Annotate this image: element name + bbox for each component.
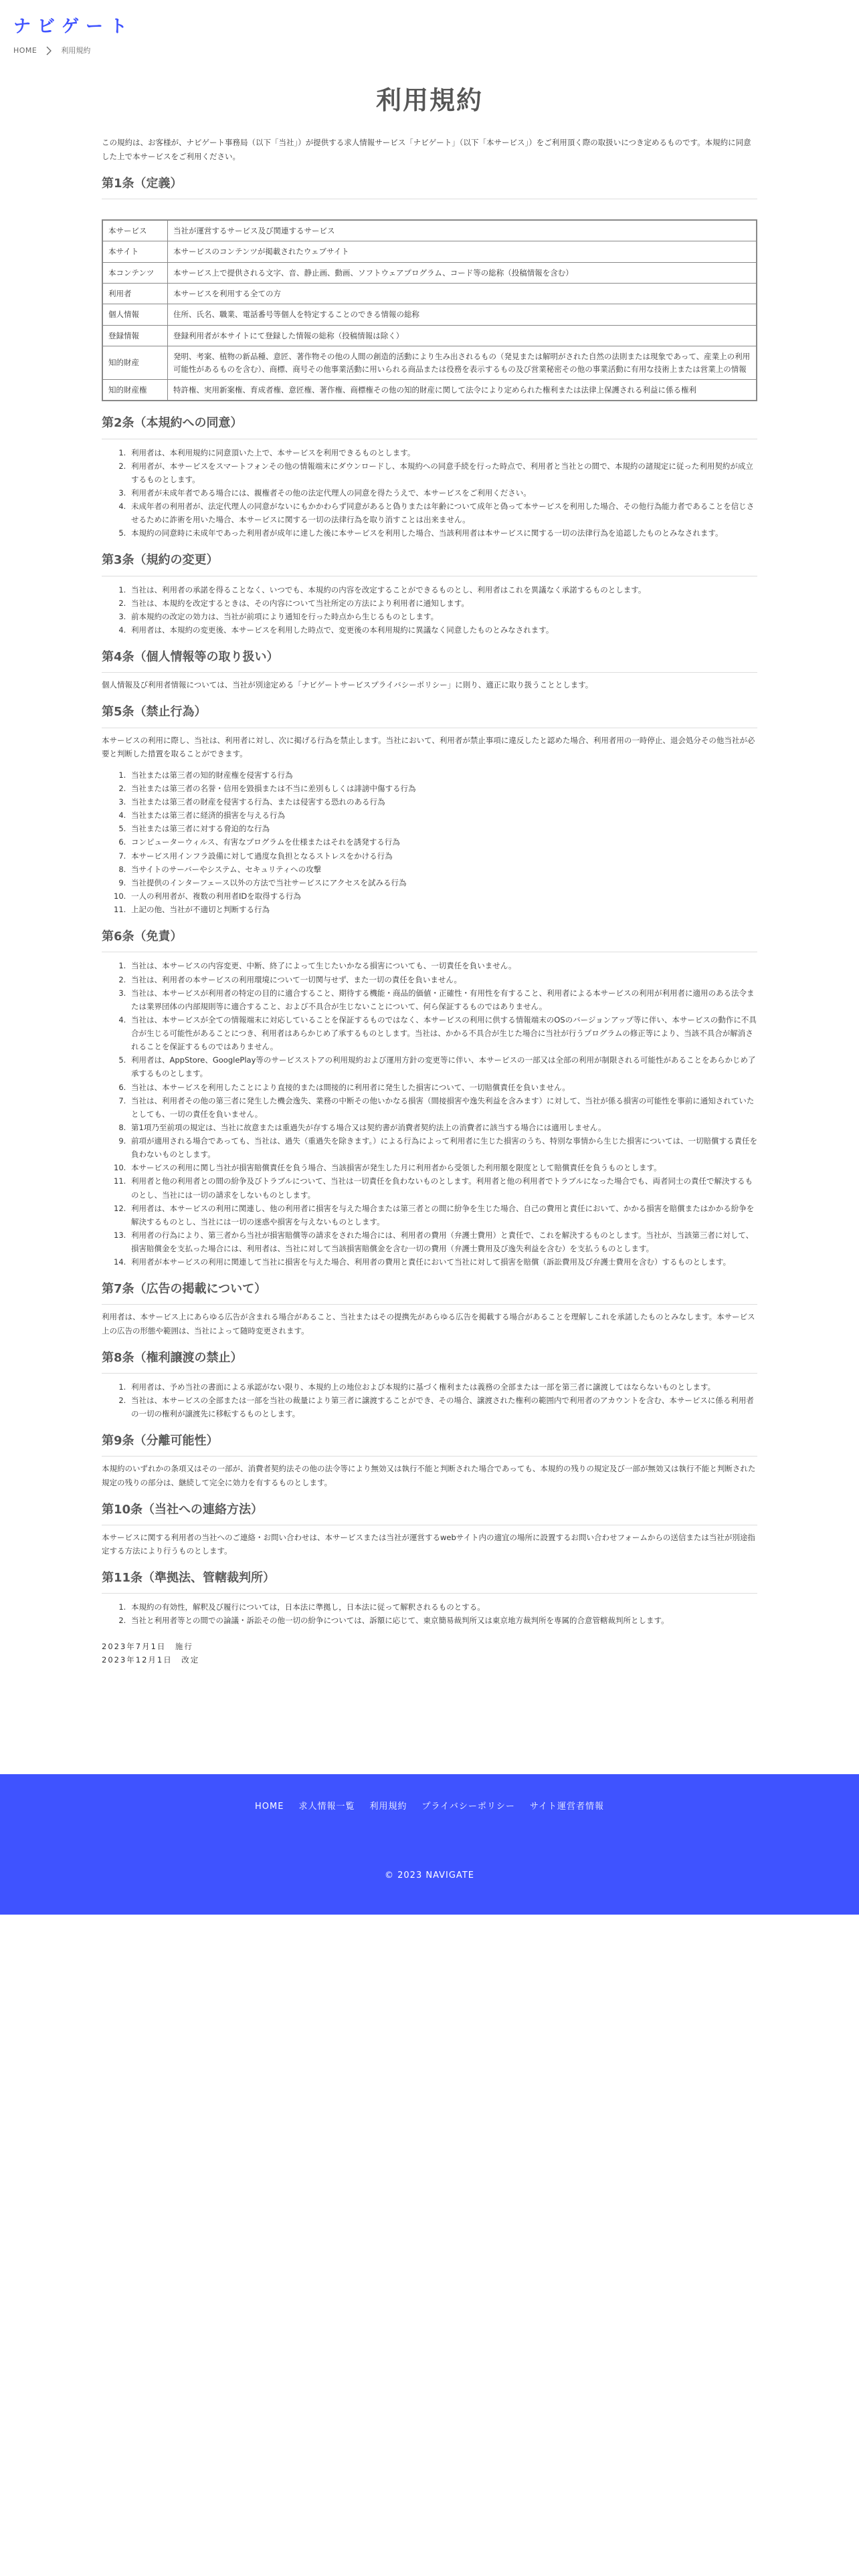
article-heading: 第6条（免責） — [102, 928, 757, 952]
definition-term: 個人情報 — [102, 304, 168, 325]
definition-text: 住所、氏名、職業、電話番号等個人を特定することのできる情報の総称 — [168, 304, 757, 325]
clause-item: 13. 利用者の行為により、第三者から当社が損害賠償等の請求をされた場合には、利用者の費用（弁護士費用）と責任で、これを解決するものとします。当社が、当該第三者に対して、損害賠償金を支払った場合には、利用者は、当社に対して当該損害賠償金を含む一切の費用（弁護士費用及び逸失利益を含む）を支払うものとします。 — [128, 1228, 757, 1255]
article-heading: 第9条（分離可能性） — [102, 1432, 757, 1457]
clause-item: 5. 当社または第三者に対する脅迫的な行為 — [128, 822, 757, 835]
footer-nav-link[interactable]: 求人情報一覧 — [298, 1802, 355, 1812]
definition-text: 発明、考案、植物の新品種、意匠、著作物その他の人間の創造的活動により生み出されるもの（発見または解明がされた自然の法則または現象であって、産業上の利用可能性があるものを含む）、商標、商号その他事業活動に用いられる商品または役務を表示するもの及び営業秘密その他の事業活動に有用な技術上または営業上の情報 — [168, 346, 757, 380]
clause-item: 9. 前項が適用される場合であっても、当社は、過失（重過失を除きます。）による行為によって利用者に生じた損害のうち、特別な事情から生じた損害については、一切賠償する責任を負わないものとします。 — [128, 1134, 757, 1161]
clause-item: 6. コンピューターウィルス、有害なプログラムを仕様またはそれを誘発する行為 — [128, 835, 757, 849]
clause-item: 3. 当社または第三者の財産を侵害する行為、または侵害する恐れのある行為 — [128, 795, 757, 809]
clause-item: 2. 利用者が、本サービスをスマートフォンその他の情報端末にダウンロードし、本規約への同意手続を行った時点で、利用者と当社との間で、本規約の諸規定に従った利用契約が成立するものとします。 — [128, 459, 757, 486]
definition-text: 当社が運営するサービス及び関連するサービス — [168, 220, 757, 241]
clause-item: 1. 本規約の有効性，解釈及び履行については，日本法に準拠し，日本法に従って解釈されるものとする。 — [128, 1600, 757, 1614]
clause-item: 8. 当サイトのサーバーやシステム、セキュリティへの攻撃 — [128, 863, 757, 876]
clause-list — [102, 959, 757, 1269]
clause-item: 2. 当社または第三者の名誉・信用を毀損または不当に差別もしくは誹謗中傷する行為 — [128, 782, 757, 795]
footer-nav-link[interactable]: 利用規約 — [369, 1802, 407, 1812]
clause-item: 4. 当社または第三者に経済的損害を与える行為 — [128, 809, 757, 822]
definition-term: 本サイト — [102, 241, 168, 262]
definition-text: 登録利用者が本サイトにて登録した情報の総称（投稿情報は除く） — [168, 325, 757, 346]
definition-text: 本サービスを利用する全ての方 — [168, 284, 757, 304]
article-section — [102, 1501, 757, 1558]
clause-item: 1. 当社は、利用者の承諾を得ることなく、いつでも、本規約の内容を改定することができるものとし、利用者はこれを異議なく承諾するものとします。 — [128, 583, 757, 597]
definition-row — [102, 241, 757, 262]
article-heading: 第7条（広告の掲載について） — [102, 1281, 757, 1305]
clause-item: 7. 当社は、利用者その他の第三者に発生した機会逸失、業務の中断その他いかなる損害（間接損害や逸失利益を含みます）に対して、当社が係る損害の可能性を事前に通知されていたとしても、一切の責任を負いません。 — [128, 1094, 757, 1121]
article-section — [102, 415, 757, 540]
article-section — [102, 928, 757, 1269]
article-body: 本規約のいずれかの条項又はその一部が、消費者契約法その他の法令等により無効又は執行不能と判断された場合であっても、本規約の残りの規定及び一部が無効又は執行不能と判断された規定の残りの部分は、継続して完全に効力を有するものとします。 — [102, 1464, 756, 1487]
clause-item: 1. 当社または第三者の知的財産権を侵害する行為 — [128, 768, 757, 782]
article-section — [102, 552, 757, 637]
article-body: 本サービスの利用に際し、当社は、利用者に対し、次に掲げる行為を禁止します。当社において、利用者が禁止事項に違反したと認めた場合、利用者用の一時停止、退会処分その他当社が必要と判断した措置を取ることができます。 — [102, 735, 755, 758]
breadcrumb — [13, 44, 846, 57]
definitions-table — [102, 219, 757, 402]
article-section — [102, 1432, 757, 1489]
footer-nav-link[interactable]: サイト運営者情報 — [529, 1802, 604, 1812]
clause-item: 2. 当社は、本サービスの全部または一部を当社の裁量により第三者に譲渡することができ、その場合、譲渡された権利の範囲内で利用者のアカウントを含む、本サービスに係る利用者の一切の権利が譲渡先に移転するものとします。 — [128, 1394, 757, 1420]
article-heading: 第10条（当社への連絡方法） — [102, 1501, 757, 1525]
article-section — [102, 1570, 757, 1627]
site-logo[interactable]: ナビゲート — [13, 17, 134, 37]
clause-item: 8. 第1項乃至前項の規定は、当社に故意または重過失が存する場合又は契約書が消費者契約法上の消費者に該当する場合には適用しません。 — [128, 1121, 757, 1134]
definition-term: 登録情報 — [102, 325, 168, 346]
clause-item: 11. 利用者と他の利用者との間の紛争及びトラブルについて、当社は一切責任を負わないものとします。利用者と他の利用者でトラブルになった場合でも、両者同士の責任で解決するものとし、当社には一切の請求をしないものとします。 — [128, 1174, 757, 1201]
clause-item: 2. 当社と利用者等との間での論議・訴訟その他一切の紛争については、訴額に応じて、東京簡易裁判所又は東京地方裁判所を専属的合意管轄裁判所とします。 — [128, 1614, 757, 1627]
footer-nav-link[interactable]: HOME — [255, 1802, 284, 1812]
article-body: 本サービスに関する利用者の当社へのご連絡・お問い合わせは、本サービスまたは当社が運営するwebサイト内の適宜の場所に設置するお問い合わせフォームからの送信または当社が別途指定する方法により行うものとします。 — [102, 1532, 755, 1556]
definition-text: 本サービスのコンテンツが掲載されたウェブサイト — [168, 241, 757, 262]
dates-block — [102, 1640, 757, 1667]
definition-term: 知的財産 — [102, 346, 168, 380]
article-heading: 第8条（権利譲渡の禁止） — [102, 1350, 757, 1374]
definition-row — [102, 346, 757, 380]
site-footer — [0, 1774, 859, 1915]
footer-nav-link[interactable]: プライバシーポリシー — [421, 1802, 515, 1812]
definition-row — [102, 220, 757, 241]
breadcrumb-current: 利用規約 — [61, 46, 91, 55]
clause-item: 5. 本規約の同意時に未成年であった利用者が成年に達した後に本サービスを利用した場合、当該利用者は本サービスに関する一切の法律行為を追認したものとみなされます。 — [128, 526, 757, 540]
article-heading: 第5条（禁止行為） — [102, 704, 757, 728]
page-title: 利用規約 — [375, 86, 483, 115]
article-section — [102, 649, 757, 691]
clause-item: 14. 利用者が本サービスの利用に関連して当社に損害を与えた場合、利用者の費用と責任において当社に対して損害を賠償（訴訟費用及び弁護士費用を含む）するものとします。 — [128, 1255, 757, 1269]
clause-item: 10. 本サービスの利用に関し当社が損害賠償責任を負う場合、当該損害が発生した月に利用者から受領した利用額を限度として賠償責任を負うものとします。 — [128, 1161, 757, 1174]
article-heading: 第11条（準拠法、管轄裁判所） — [102, 1570, 757, 1594]
clause-item: 4. 未成年者の利用者が、法定代理人の同意がないにもかかわらず同意があると偽りまたは年齢について成年と偽って本サービスを利用した場合、その他行為能力者であることを信じさせるために詐術を用いた場合、本サービスに関する一切の法律行為を取り消すことは出来ません。 — [128, 500, 757, 526]
definition-row — [102, 284, 757, 304]
clause-item: 3. 当社は、本サービスが利用者の特定の目的に適合すること、期待する機能・商品的価値・正確性・有用性を有すること、利用者による本サービスの利用が利用者に適用のある法令または業界団体の内部規則等に適合すること、および不具合が生じないことについて、何ら保証するものではありません。 — [128, 986, 757, 1013]
article-heading: 第4条（個人情報等の取り扱い） — [102, 649, 757, 673]
article-section — [102, 1281, 757, 1337]
articles-list — [102, 415, 757, 1627]
article-body: 個人情報及び利用者情報については、当社が別途定める「ナビゲートサービスプライバシーポリシー」に則り、適正に取り扱うこととします。 — [102, 680, 593, 690]
article-section — [102, 1350, 757, 1421]
definition-row — [102, 379, 757, 401]
article-heading: 第2条（本規約への同意） — [102, 415, 757, 439]
clause-item: 1. 利用者は、予め当社の書面による承認がない限り、本規約上の地位および本規約に基づく権利または義務の全部または一部を第三者に譲渡してはならないものとします。 — [128, 1380, 757, 1394]
clause-item: 1. 当社は、本サービスの内容変更、中断、終了によって生じたいかなる損害についても、一切責任を負いません。 — [128, 959, 757, 972]
chevron-right-icon — [46, 46, 52, 56]
clause-item: 7. 本サービス用インフラ設備に対して過度な負担となるストレスをかける行為 — [128, 849, 757, 863]
clause-list — [102, 1380, 757, 1420]
definition-row — [102, 304, 757, 325]
clause-item: 4. 利用者は、本規約の変更後、本サービスを利用した時点で、変更後の本利用規約に異議なく同意したものとみなされます。 — [128, 623, 757, 637]
clause-item: 5. 利用者は、AppStore、GooglePlay等のサービスストアの利用規約および運用方針の変更等に伴い、本サービスの一部又は全部の利用が制限される可能性があることをあらかじめ了承するものとします。 — [128, 1053, 757, 1080]
article-heading: 第1条（定義） — [102, 175, 757, 199]
intro-text: この規約は、お客様が、ナビゲート事務局（以下「当社」）が提供する求人情報サービス「ナビゲート」（以下「本サービス」）をご利用頂く際の取扱いにつき定めるものです。本規約に同意した上で本サービスをご利用ください。 — [102, 138, 751, 161]
definition-term: 本サービス — [102, 220, 168, 241]
clause-item: 10. 一人の利用者が、複数の利用者IDを取得する行為 — [128, 889, 757, 903]
definition-row — [102, 262, 757, 283]
clause-item: 9. 当社提供のインターフェース以外の方法で当社サービスにアクセスを試みる行為 — [128, 876, 757, 889]
clause-list — [102, 583, 757, 637]
article-section — [102, 704, 757, 916]
clause-item: 3. 前本規約の改定の効力は、当社が前項により通知を行った時点から生じるものとします。 — [128, 610, 757, 623]
definition-row — [102, 325, 757, 346]
enforcement-date: 2023年7月1日 施行 — [102, 1641, 193, 1651]
definition-term: 本コンテンツ — [102, 262, 168, 283]
clause-list — [102, 446, 757, 540]
definition-text: 特許権、実用新案権、育成者権、意匠権、著作権、商標権その他の知的財産に関して法令により定められた権利または法律上保護される利益に係る権利 — [168, 379, 757, 401]
breadcrumb-home-link[interactable]: HOME — [13, 46, 37, 55]
revision-date: 2023年12月1日 改定 — [102, 1655, 200, 1665]
clause-list — [102, 768, 757, 916]
clause-item: 2. 当社は、利用者の本サービスの利用環境について一切関与せず、また一切の責任を負いません。 — [128, 973, 757, 986]
clause-item: 12. 利用者は、本サービスの利用に関連し、他の利用者に損害を与えた場合または第三者との間に紛争を生じた場合、自己の費用と責任において、かかる損害を賠償またはかかる紛争を解決するものとし、当社には一切の迷惑や損害を与えないものとします。 — [128, 1202, 757, 1228]
clause-item: 2. 当社は、本規約を改定するときは、その内容について当社所定の方法により利用者に通知します。 — [128, 597, 757, 610]
definition-text: 本サービス上で提供される文字、音、静止画、動画、ソフトウェアプログラム、コード等の総称（投稿情報を含む） — [168, 262, 757, 283]
terms-content — [102, 136, 757, 1667]
clause-list — [102, 1600, 757, 1627]
clause-item: 3. 利用者が未成年者である場合には、親権者その他の法定代理人の同意を得たうえで、本サービスをご利用ください。 — [128, 486, 757, 500]
article-body: 利用者は、本サービス上にあらゆる広告が含まれる場合があること、当社またはその提携先があらゆる広告を掲載する場合があることを理解しこれを承諾したものとみなします。本サービス上の広告の形態や範囲は、当社によって随時変更されます。 — [102, 1312, 755, 1335]
clause-item: 1. 利用者は、本利用規約に同意頂いた上で、本サービスを利用できるものとします。 — [128, 446, 757, 459]
clause-item: 6. 当社は、本サービスを利用したことにより直接的または間接的に利用者に発生した損害について、一切賠償責任を負いません。 — [128, 1081, 757, 1094]
site-header — [0, 0, 859, 59]
definition-term: 利用者 — [102, 284, 168, 304]
footer-nav — [0, 1800, 859, 1815]
article-heading: 第3条（規約の変更） — [102, 552, 757, 576]
definition-term: 知的財産権 — [102, 379, 168, 401]
copyright: © 2023 NAVIGATE — [385, 1870, 474, 1881]
clause-item: 4. 当社は、本サービスが全ての情報端末に対応していることを保証するものではなく、本サービスの利用に供する情報端末のOSのバージョンアップ等に伴い、本サービスの動作に不具合が生じる可能性があることにつき、利用者はあらかじめ了承するものとします。当社は、かかる不具合が生じた場合に当社が行うプログラムの修正等により、当該不具合が解消されることを保証するものではありません。 — [128, 1013, 757, 1053]
clause-item: 11. 上記の他、当社が不適切と判断する行為 — [128, 903, 757, 916]
